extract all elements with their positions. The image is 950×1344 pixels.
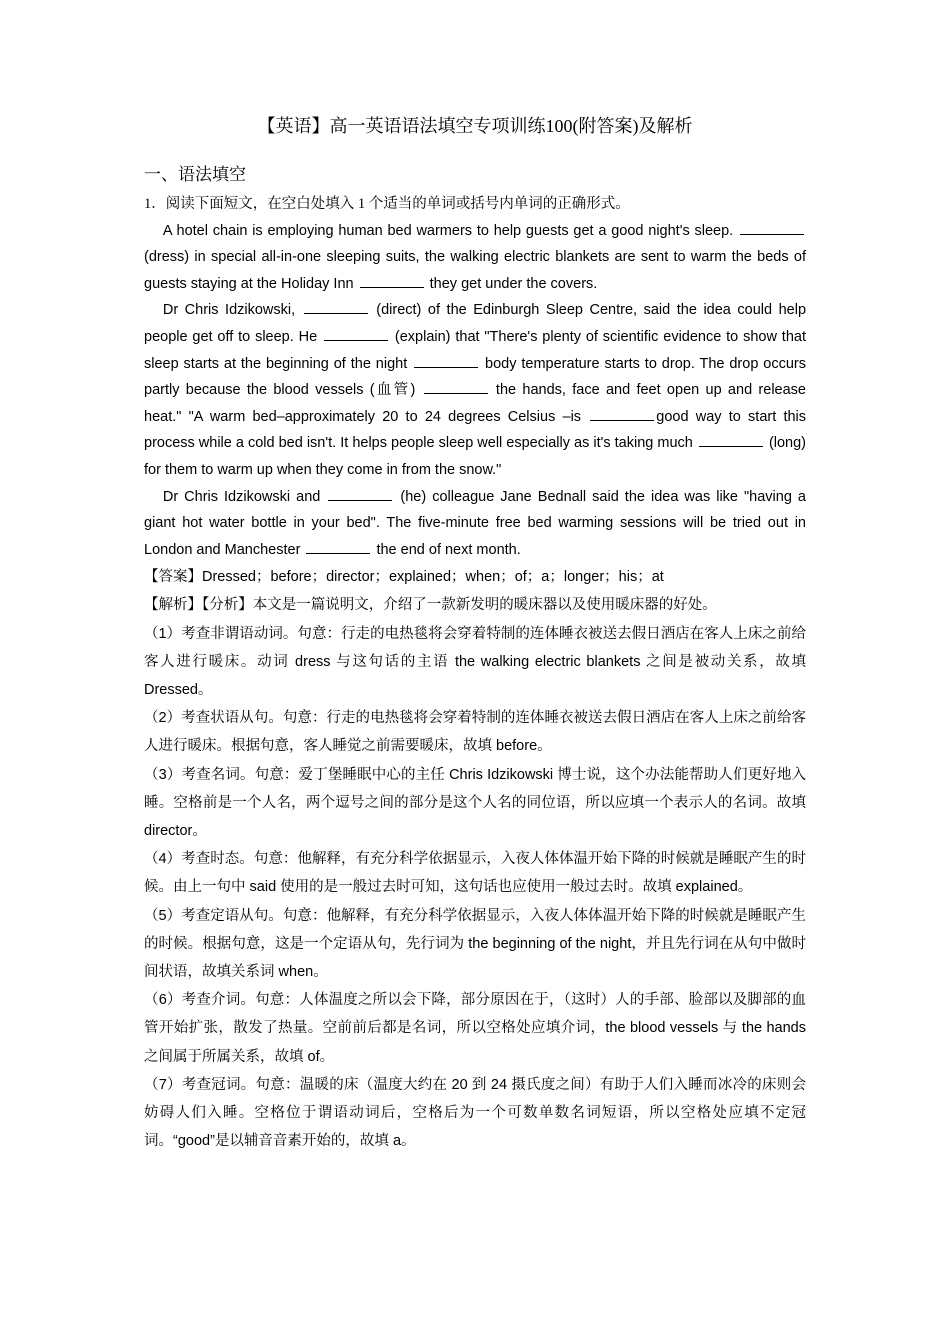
- document-page: [144, 112, 806, 1155]
- analysis-item-3: （3）考查名词。句意：爱丁堡睡眠中心的主任 Chris Idzikowski 博士说，这个办法能帮助人们更好地入睡。空格前是一个人名，两个逗号之间的部分是这个人名的同位语，所以应填一个表示人的名词。故填 director。: [144, 766, 806, 839]
- instruction-text: 阅读下面短文，在空白处填入 1 个适当的单词或括号内单词的正确形式。: [165, 196, 630, 212]
- answer-label: 【答案】: [144, 569, 202, 586]
- question-number: 1．: [144, 196, 166, 212]
- passage-paragraph-3: Dr Chris Idzikowski and (he) colleague Jane Bednall said the idea was like "having a giant hot water bottle in your bed". The five-minute free bed warming sessions will be tried out in London and Manchester the end of next month.: [144, 484, 806, 564]
- analysis-item-4: （4）考查时态。句意：他解释，有充分科学依据显示，入夜人体体温开始下降的时候就是睡眠产生的时候。由上一句中 said 使用的是一般过去时可知，这句话也应使用一般过去时。故填 explained。: [144, 851, 806, 896]
- answer-blank-9[interactable]: [328, 486, 392, 501]
- answer-blank-5[interactable]: [414, 353, 478, 368]
- answer-blank-1[interactable]: [740, 220, 804, 235]
- answer-blank-4[interactable]: [324, 326, 388, 341]
- passage-paragraph-1: A hotel chain is employing human bed warmers to help guests get a good night's sleep. (dress) in special all-in-one sleeping suits, the walking electric blankets are sent to warm the beds of guests staying at the Holiday Inn they get under the covers.: [144, 218, 806, 298]
- answer-blank-7[interactable]: [590, 406, 654, 421]
- analysis-item-7: （7）考查冠词。句意：温暖的床（温度大约在 20 到 24 摄氏度之间）有助于人们入睡而冰冷的床则会妨碍人们入睡。空格位于谓语动词后，空格后为一个可数单数名词短语，所以空格处应填不定冠词。“good”是以辅音音素开始的，故填 a。: [144, 1076, 806, 1150]
- answer-text: Dressed；before；director；explained；when；of；a；longer；his；at: [202, 569, 664, 586]
- passage-paragraph-2: Dr Chris Idzikowski, (direct) of the Edinburgh Sleep Centre, said the idea could help people get off to sleep. He (explain) that "There's plenty of scientific evidence to show that sleep starts at the beginning of the night body temperature starts to drop. The drop occurs partly because the blood vessels (血管) the hands, face and feet open up and release heat." "A warm bed–approximately 20 to 24 degrees Celsius –is good way to start this process while a cold bed isn't. It helps people sleep well especially as it's taking much (long) for them to warm up when they come in from the snow.": [144, 297, 806, 483]
- analysis-item-5: （5）考查定语从句。句意：他解释，有充分科学依据显示，入夜人体体温开始下降的时候就是睡眠产生的时候。根据句意，这是一个定语从句，先行词为 the beginning of the night，并且先行词在从句中做时间状语，故填关系词 when。: [144, 907, 806, 980]
- analysis-item-6: （6）考查介词。句意：人体温度之所以会下降，部分原因在于，（这时）人的手部、脸部以及脚部的血管开始扩张，散发了热量。空前前后都是名词，所以空格处应填介词，the blood vessels 与 the hands 之间属于所属关系，故填 of。: [144, 992, 806, 1065]
- analysis-item-2: （2）考查状语从句。句意：行走的电热毯将会穿着特制的连体睡衣被送去假日酒店在客人上床之前给客人进行暖床。根据句意，客人睡觉之前需要暖床，故填 before。: [144, 710, 806, 755]
- answer-blank-6[interactable]: [424, 379, 488, 394]
- answer-blank-2[interactable]: [360, 273, 424, 288]
- answer-blank-10[interactable]: [306, 539, 370, 554]
- question-instruction: [144, 191, 806, 218]
- analysis-item-1: （1）考查非谓语动词。句意：行走的电热毯将会穿着特制的连体睡衣被送去假日酒店在客人上床之前给客人进行暖床。动词 dress 与这句话的主语 the walking electric blankets 之间是被动关系，故填 Dressed。: [144, 625, 806, 698]
- answer-blank-8[interactable]: [699, 432, 763, 447]
- answer-line: [144, 563, 806, 591]
- analysis-label: 【解析】: [144, 597, 202, 614]
- section-heading: 一、语法填空: [144, 165, 246, 184]
- analysis-intro: 【解析】【分析】本文是一篇说明文，介绍了一款新发明的暖床器以及使用暖床器的好处。: [144, 597, 717, 614]
- document-title: 【英语】高一英语语法填空专项训练100(附答案)及解析: [257, 116, 693, 136]
- answer-blank-3[interactable]: [304, 299, 368, 314]
